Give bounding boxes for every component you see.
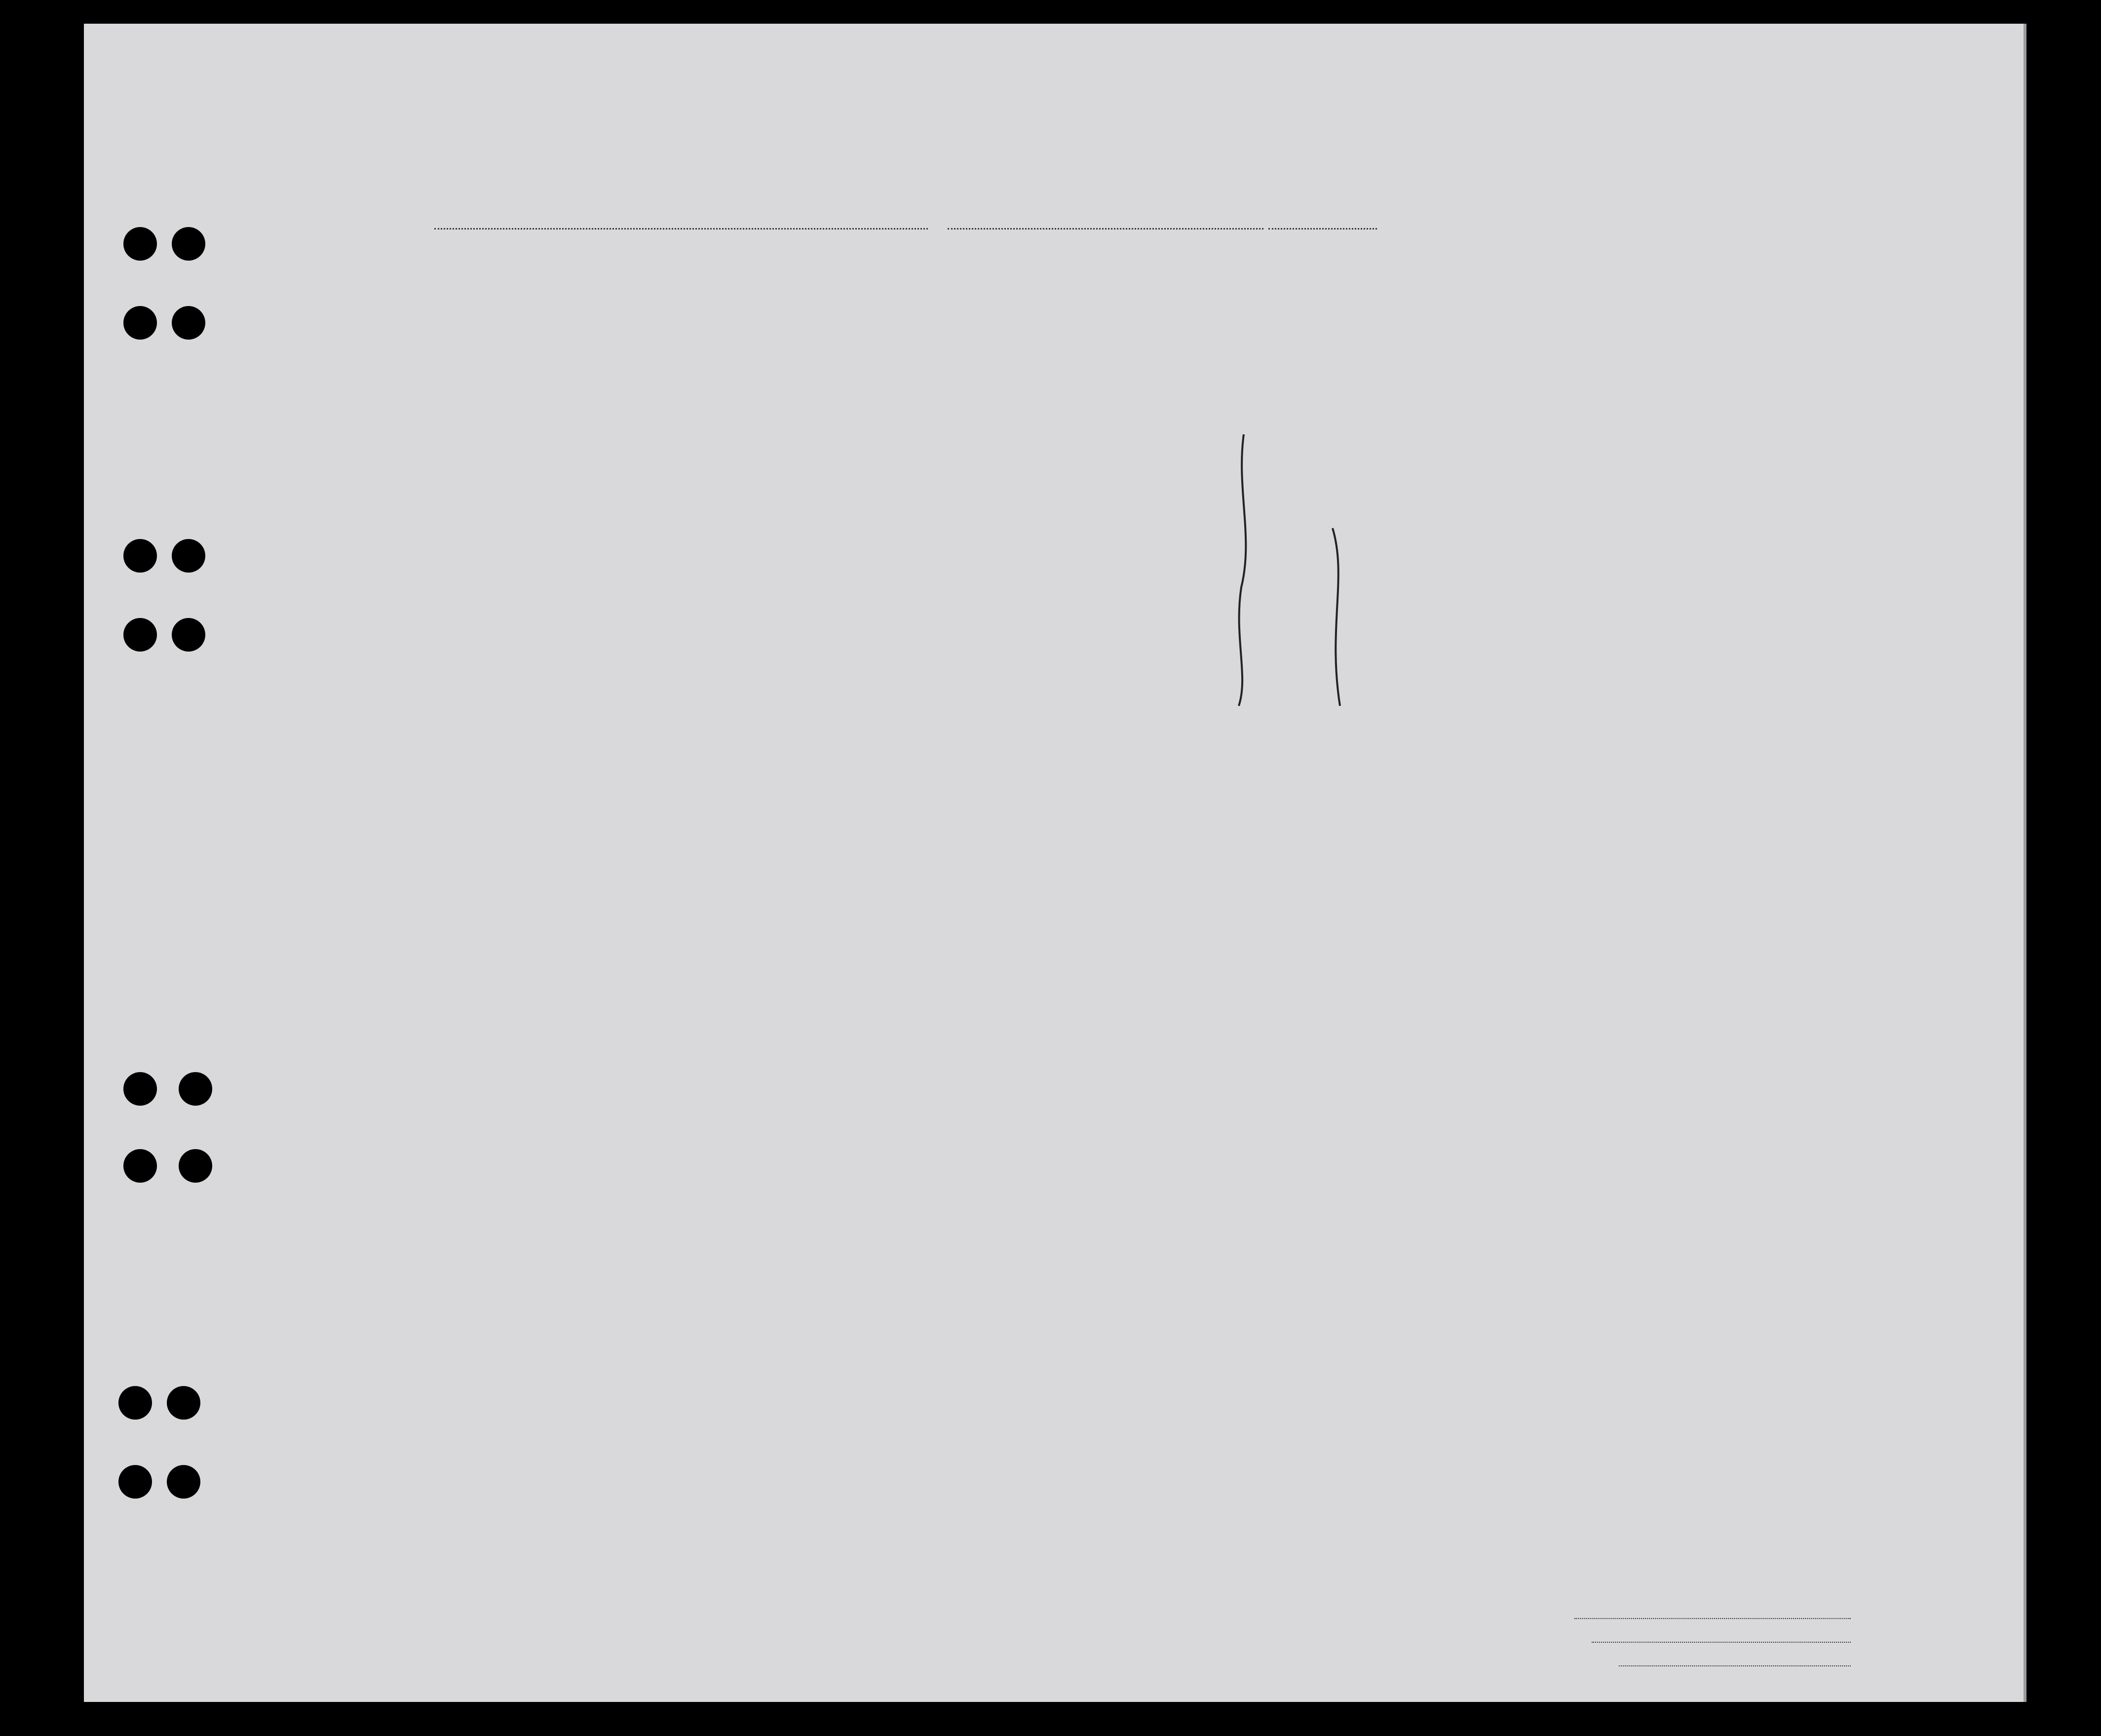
- punch-hole: [179, 1072, 212, 1106]
- punch-hole: [172, 306, 205, 340]
- punch-hole: [179, 1149, 212, 1183]
- owners-underline: [1592, 1642, 1851, 1643]
- punch-hole: [123, 539, 157, 573]
- punch-hole: [123, 618, 157, 652]
- agents-underline: [1619, 1665, 1851, 1666]
- punch-hole: [172, 227, 205, 261]
- punch-hole: [123, 1072, 157, 1106]
- punch-hole: [123, 306, 157, 340]
- form-grid: [84, 24, 2024, 1702]
- punch-hole: [123, 227, 157, 261]
- date-line: [948, 228, 1263, 230]
- punch-hole: [172, 539, 205, 573]
- handwritten-bracket: [1234, 429, 1352, 711]
- line-underline: [1574, 1618, 1851, 1619]
- punch-hole: [123, 1149, 157, 1183]
- punch-hole: [118, 1465, 152, 1499]
- punch-hole: [118, 1386, 152, 1420]
- port-line: [434, 228, 928, 230]
- year-line: [1268, 228, 1377, 230]
- manifest-sheet: [84, 24, 2026, 1702]
- punch-hole: [167, 1465, 200, 1499]
- punch-hole: [172, 618, 205, 652]
- punch-hole: [167, 1386, 200, 1420]
